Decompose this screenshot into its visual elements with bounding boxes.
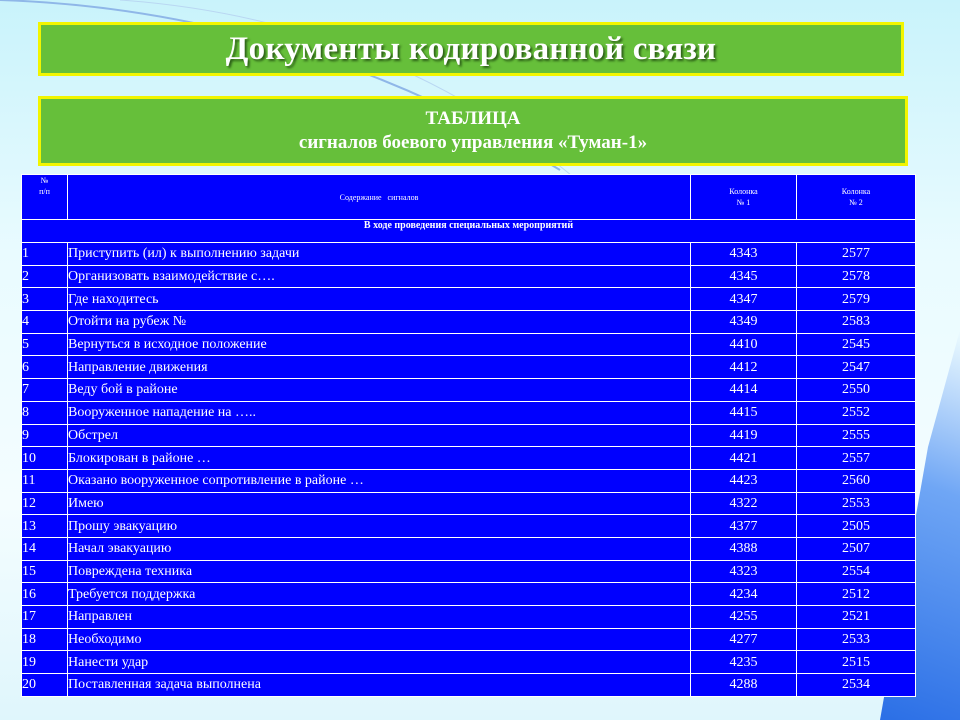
table-row [22,674,916,697]
row-number: 12 [22,492,68,515]
row-number: 8 [22,401,68,424]
row-column-2-code: 2515 [797,651,916,674]
row-column-1-code: 4410 [691,333,797,356]
row-signal-text: Имею [68,492,691,515]
row-signal-text: Веду бой в районе [68,379,691,402]
table-header-row [22,175,916,220]
row-signal-text: Требуется поддержка [68,583,691,606]
row-column-1-code: 4421 [691,447,797,470]
section-row [22,220,916,243]
section-label: В ходе проведения специальных мероприятий [22,220,916,243]
row-column-2-code: 2534 [797,674,916,697]
row-column-1-code: 4415 [691,401,797,424]
row-column-2-code: 2555 [797,424,916,447]
row-signal-text: Где находитесь [68,288,691,311]
header-number [22,175,68,220]
header-column-1-line-2: № 1 [736,198,751,207]
row-number: 18 [22,628,68,651]
row-signal-text: Блокирован в районе … [68,447,691,470]
table-row [22,333,916,356]
row-number: 19 [22,651,68,674]
table-row [22,243,916,266]
row-column-2-code: 2545 [797,333,916,356]
row-column-1-code: 4419 [691,424,797,447]
row-signal-text: Прошу эвакуацию [68,515,691,538]
row-number: 9 [22,424,68,447]
row-column-1-code: 4277 [691,628,797,651]
row-number: 20 [22,674,68,697]
row-column-2-code: 2505 [797,515,916,538]
subtitle-line-2: сигналов боевого управления «Туман-1» [298,132,648,153]
row-column-2-code: 2512 [797,583,916,606]
row-number: 5 [22,333,68,356]
table-row [22,515,916,538]
table-row [22,469,916,492]
row-signal-text: Организовать взаимодействие с…. [68,265,691,288]
row-number: 4 [22,311,68,334]
table-row [22,265,916,288]
row-number: 16 [22,583,68,606]
row-column-1-code: 4347 [691,288,797,311]
table-row [22,379,916,402]
row-column-1-code: 4234 [691,583,797,606]
table-row [22,288,916,311]
page-title: Документы кодированной связи [225,30,717,67]
row-number: 13 [22,515,68,538]
row-column-1-code: 4423 [691,469,797,492]
row-signal-text: Направлен [68,606,691,629]
row-number: 10 [22,447,68,470]
table-row [22,401,916,424]
header-content-label: Содержание сигналов [339,192,419,202]
row-signal-text: Отойти на рубеж № [68,311,691,334]
row-number: 7 [22,379,68,402]
header-content [68,175,691,220]
row-column-1-code: 4412 [691,356,797,379]
row-signal-text: Направление движения [68,356,691,379]
header-column-1 [691,175,797,220]
row-number: 15 [22,560,68,583]
row-column-1-code: 4345 [691,265,797,288]
row-signal-text: Обстрел [68,424,691,447]
table-row [22,356,916,379]
row-column-2-code: 2507 [797,537,916,560]
row-column-1-code: 4323 [691,560,797,583]
row-column-1-code: 4255 [691,606,797,629]
row-column-2-code: 2533 [797,628,916,651]
table-row [22,311,916,334]
table-row [22,606,916,629]
row-column-2-code: 2547 [797,356,916,379]
row-column-2-code: 2583 [797,311,916,334]
table-row [22,537,916,560]
row-signal-text: Оказано вооруженное сопротивление в районе … [68,469,691,492]
header-number-line-2: п/п [39,187,50,196]
header-column-2-line-1: Колонка [841,187,871,196]
table-row [22,583,916,606]
subtitle-banner [38,96,908,166]
row-signal-text: Начал эвакуацию [68,537,691,560]
table-row [22,628,916,651]
row-signal-text: Вооруженное нападение на ….. [68,401,691,424]
row-column-2-code: 2521 [797,606,916,629]
row-column-2-code: 2560 [797,469,916,492]
signals-table [21,174,916,697]
row-number: 6 [22,356,68,379]
row-number: 17 [22,606,68,629]
row-column-2-code: 2550 [797,379,916,402]
row-signal-text: Необходимо [68,628,691,651]
row-column-2-code: 2578 [797,265,916,288]
header-column-2 [797,175,916,220]
table-row [22,651,916,674]
table-row [22,492,916,515]
row-number: 2 [22,265,68,288]
row-column-1-code: 4388 [691,537,797,560]
row-column-1-code: 4343 [691,243,797,266]
row-signal-text: Приступить (ил) к выполнению задачи [68,243,691,266]
table-row [22,447,916,470]
row-number: 14 [22,537,68,560]
row-column-2-code: 2553 [797,492,916,515]
row-signal-text: Повреждена техника [68,560,691,583]
row-column-2-code: 2554 [797,560,916,583]
row-column-2-code: 2579 [797,288,916,311]
table-row [22,424,916,447]
header-number-line-1: № [40,176,49,185]
title-banner [38,22,904,76]
row-column-2-code: 2577 [797,243,916,266]
row-column-1-code: 4349 [691,311,797,334]
subtitle-line-1: ТАБЛИЦА [425,108,521,129]
row-signal-text: Нанести удар [68,651,691,674]
table-row [22,560,916,583]
row-signal-text: Поставленная задача выполнена [68,674,691,697]
row-column-1-code: 4288 [691,674,797,697]
row-column-2-code: 2552 [797,401,916,424]
row-number: 3 [22,288,68,311]
row-column-1-code: 4414 [691,379,797,402]
row-column-1-code: 4235 [691,651,797,674]
row-column-1-code: 4322 [691,492,797,515]
row-column-1-code: 4377 [691,515,797,538]
row-number: 1 [22,243,68,266]
row-signal-text: Вернуться в исходное положение [68,333,691,356]
row-number: 11 [22,469,68,492]
header-column-1-line-1: Колонка [729,187,758,196]
header-column-2-line-2: № 2 [849,198,863,207]
row-column-2-code: 2557 [797,447,916,470]
